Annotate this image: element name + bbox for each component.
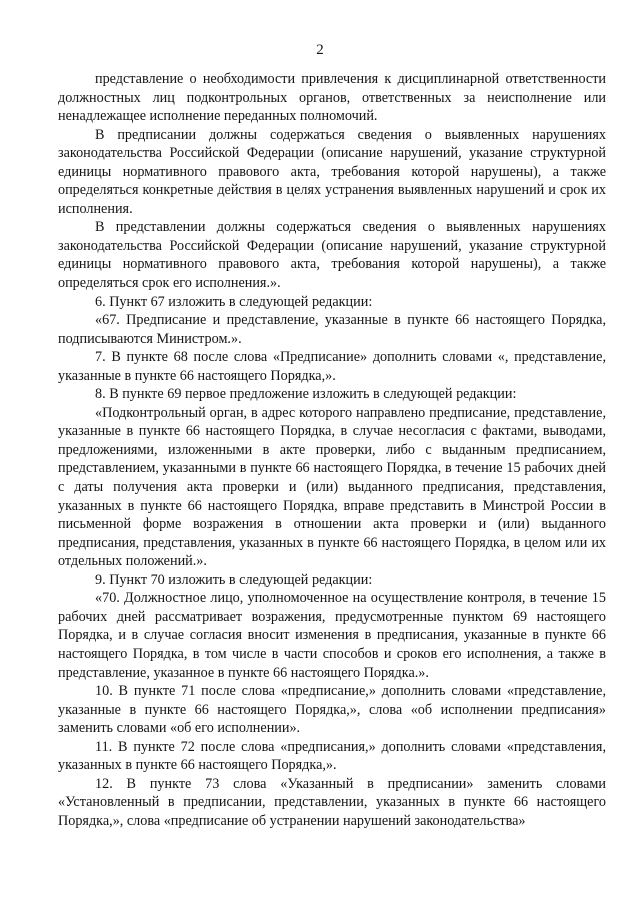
paragraph: В предписании должны содержаться сведения о выявленных нарушениях законодательства Российской Федерации (описание нарушений, указание структурной единицы нормативного правового акта, требования которой нарушены), а также определяться конкретные действия в целях устранения выявленных нарушений и срок их исполнения.	[58, 126, 606, 217]
paragraph: представление о необходимости привлечения к дисциплинарной ответственности должностных лиц подконтрольных органов, ответственных за неисполнение или ненадлежащее исполнение переданных полномочий.	[58, 71, 606, 125]
page-number: 2	[316, 42, 324, 58]
paragraph: 7. В пункте 68 после слова «Предписание» дополнить словами «, представление, указанные в пункте 66 настоящего Порядка,».	[58, 349, 606, 384]
paragraph: 8. В пункте 69 первое предложение изложить в следующей редакции:	[95, 386, 517, 403]
paragraph: «67. Предписание и представление, указанные в пункте 66 настоящего Порядка, подписываются Министром.».	[58, 312, 606, 347]
paragraph: «Подконтрольный орган, в адрес которого направлено предписание, представление, указанные в пункте 66 настоящего Порядка, в случае несогласия с фактами, выводами, предложениями, изложенными в акте проверки, либо с выданным предписанием, представлением, указанными в пункте 66 настоящего Порядка, в течение 15 рабочих дней с даты получения акта проверки и (или) выданного предписания, представления, указанных в пункте 66 настоящего Порядка, вправе представить в Минстрой России в письменной форме возражения в отношении акта проверки и (или) выданного предписания, представления, указанных в пункте 66 настоящего Порядка, в целом или их отдельных положений.».	[58, 404, 606, 570]
paragraph: 10. В пункте 71 после слова «предписание,» дополнить словами «представление, указанные в пункте 66 настоящего Порядка,», слова «об исполнении предписания» заменить словами «об его исполнении».	[58, 683, 606, 737]
body-text	[58, 70, 606, 830]
paragraph: 11. В пункте 72 после слова «предписания,» дополнить словами «представления, указанных в пункте 66 настоящего Порядка,».	[58, 738, 606, 774]
paragraph: 6. Пункт 67 изложить в следующей редакции:	[95, 293, 373, 310]
paragraph: В представлении должны содержаться сведения о выявленных нарушениях законодательства Российской Федерации (описание нарушений, указание структурной единицы нормативного правового акта, требования которой нарушены), а также определяться срок его исполнения.».	[58, 219, 606, 292]
paragraph: 9. Пункт 70 изложить в следующей редакции:	[95, 571, 373, 588]
paragraph: 12. В пункте 73 слова «Указанный в предписании» заменить словами «Установленный в предписании, представлении, указанных в пункте 66 настоящего Порядка,», слова «предписание об устранении нарушений законодательства»	[58, 775, 606, 829]
paragraph: «70. Должностное лицо, уполномоченное на осуществление контроля, в течение 15 рабочих дней рассматривает возражения, предусмотренные пунктом 69 настоящего Порядка, и в случае согласия вносит изменения в предписания, указанные в пункте 66 настоящего Порядка, в том числе в части способов и сроков его исполнения, а также в представление, указанное в пункте 66 настоящего Порядка.».	[58, 590, 606, 681]
